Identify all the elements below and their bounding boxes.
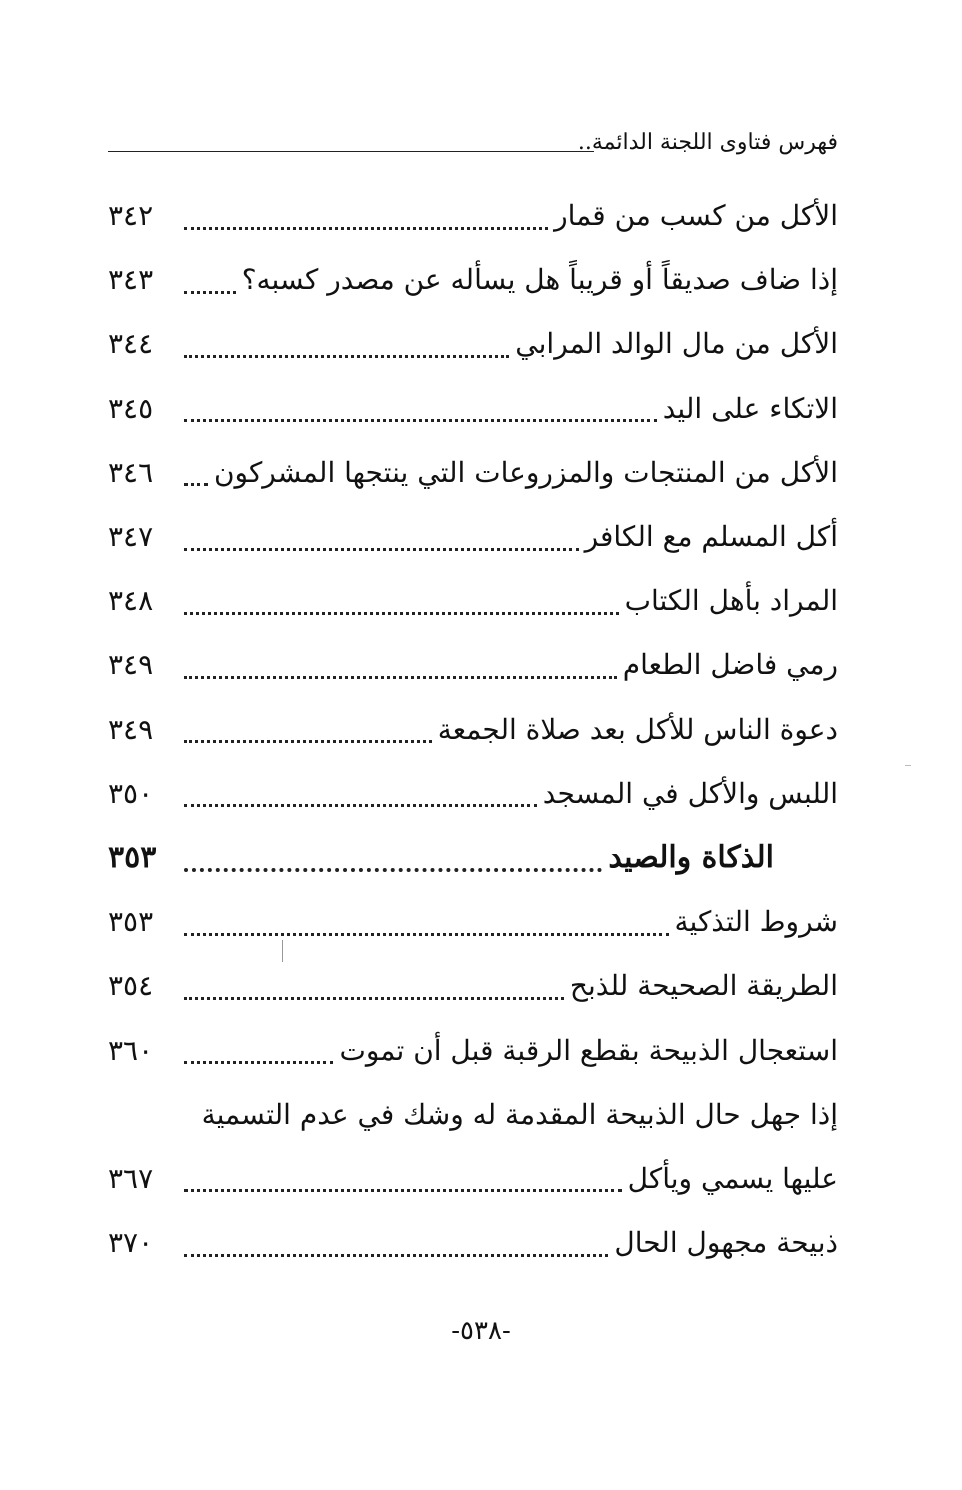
entry-page-number: ٣٥٣: [108, 905, 154, 939]
entry-page-number: ٣٧٠: [108, 1226, 154, 1260]
dot-leader: [184, 355, 509, 358]
header-title: فهرس فتاوى اللجنة الدائمة..: [577, 130, 838, 155]
dot-leader: [184, 548, 579, 551]
entry-title: استعجال الذبيحة بقطع الرقبة قبل أن تموت: [339, 1033, 838, 1067]
entry-title: الطريقة الصحيحة للذبح: [569, 969, 838, 1003]
dot-leader: [184, 997, 564, 1000]
entry-page-number: ٣٤٣: [108, 263, 154, 297]
page-number: -٥٣٨-: [451, 1316, 511, 1346]
dot-leader: [184, 676, 617, 679]
section-heading-entry: [108, 826, 838, 890]
entry-title: عليها يسمي ويأكل: [627, 1161, 838, 1195]
index-entry: [108, 312, 838, 376]
index-entry: [108, 441, 838, 505]
index-entry: [108, 1211, 838, 1275]
index-entry-continuation: [108, 1147, 838, 1211]
dot-leader: [184, 804, 537, 807]
entry-page-number: ٣٤٩: [108, 712, 154, 746]
running-header: [108, 128, 838, 162]
index-entry: [108, 698, 838, 762]
dot-leader: [184, 291, 236, 294]
entry-page-number: ٣٤٨: [108, 584, 154, 618]
dot-leader: [184, 1061, 333, 1064]
entry-title: ذبيحة مجهول الحال: [614, 1226, 838, 1260]
entry-page-number: ٣٦٧: [108, 1161, 154, 1195]
header-rule: [108, 151, 594, 152]
entry-title: الأكل من كسب من قمار: [554, 199, 838, 233]
scan-mark: [282, 940, 283, 962]
dot-leader: [184, 1189, 622, 1192]
dot-leader: [184, 483, 208, 486]
entry-title: اللبس والأكل في المسجد: [542, 776, 838, 810]
dot-leader: [184, 868, 602, 872]
entry-page-number: ٣٤٦: [108, 455, 154, 489]
index-entry: [108, 184, 838, 248]
dot-leader: [184, 612, 619, 615]
index-entry: [108, 569, 838, 633]
index-entry: [108, 1018, 838, 1082]
entry-page-number: ٣٥٠: [108, 776, 154, 810]
entry-page-number: ٣٤٢: [108, 199, 154, 233]
index-entry: [108, 954, 838, 1018]
entry-title: دعوة الناس للأكل بعد صلاة الجمعة: [437, 712, 838, 746]
dot-leader: [184, 419, 657, 422]
page-footer: [0, 1314, 962, 1348]
entry-page-number: ٣٦٠: [108, 1033, 154, 1067]
entry-title: شروط التذكية: [674, 905, 838, 939]
entry-page-number: ٣٤٤: [108, 327, 154, 361]
scan-speck: [905, 765, 911, 766]
entry-title: إذا ضاف صديقاً أو قريباً هل يسأله عن مصدر كسبه؟: [241, 263, 838, 297]
index-entry: [108, 505, 838, 569]
dot-leader: [184, 933, 669, 936]
entry-title: رمي فاضل الطعام: [622, 648, 838, 682]
entry-page-number: ٣٥٤: [108, 969, 154, 1003]
index-list: [108, 184, 838, 1275]
entry-title: الأكل من المنتجات والمزروعات التي ينتجها المشركون: [213, 455, 838, 489]
index-entry: [108, 377, 838, 441]
entry-title: الأكل من مال الوالد المرابي: [515, 327, 838, 361]
dot-leader: [184, 740, 432, 743]
section-title: الذكاة والصيد: [608, 839, 774, 875]
entry-title: المراد بأهل الكتاب: [624, 584, 838, 618]
entry-page-number: ٣٤٥: [108, 391, 154, 425]
index-entry: [108, 248, 838, 312]
section-page-number: ٣٥٣: [108, 839, 157, 875]
index-entry-first-line: [108, 1083, 838, 1147]
entry-title: أكل المسلم مع الكافر: [584, 520, 838, 554]
entry-page-number: ٣٤٧: [108, 520, 154, 554]
dot-leader: [184, 1254, 608, 1257]
index-entry: [108, 890, 838, 954]
dot-leader: [184, 227, 548, 230]
index-entry: [108, 633, 838, 697]
entry-title: الاتكاء على اليد: [662, 391, 838, 425]
index-entry: [108, 762, 838, 826]
entry-title: إذا جهل حال الذبيحة المقدمة له وشك في عدم التسمية: [201, 1097, 838, 1131]
entry-page-number: ٣٤٩: [108, 648, 154, 682]
